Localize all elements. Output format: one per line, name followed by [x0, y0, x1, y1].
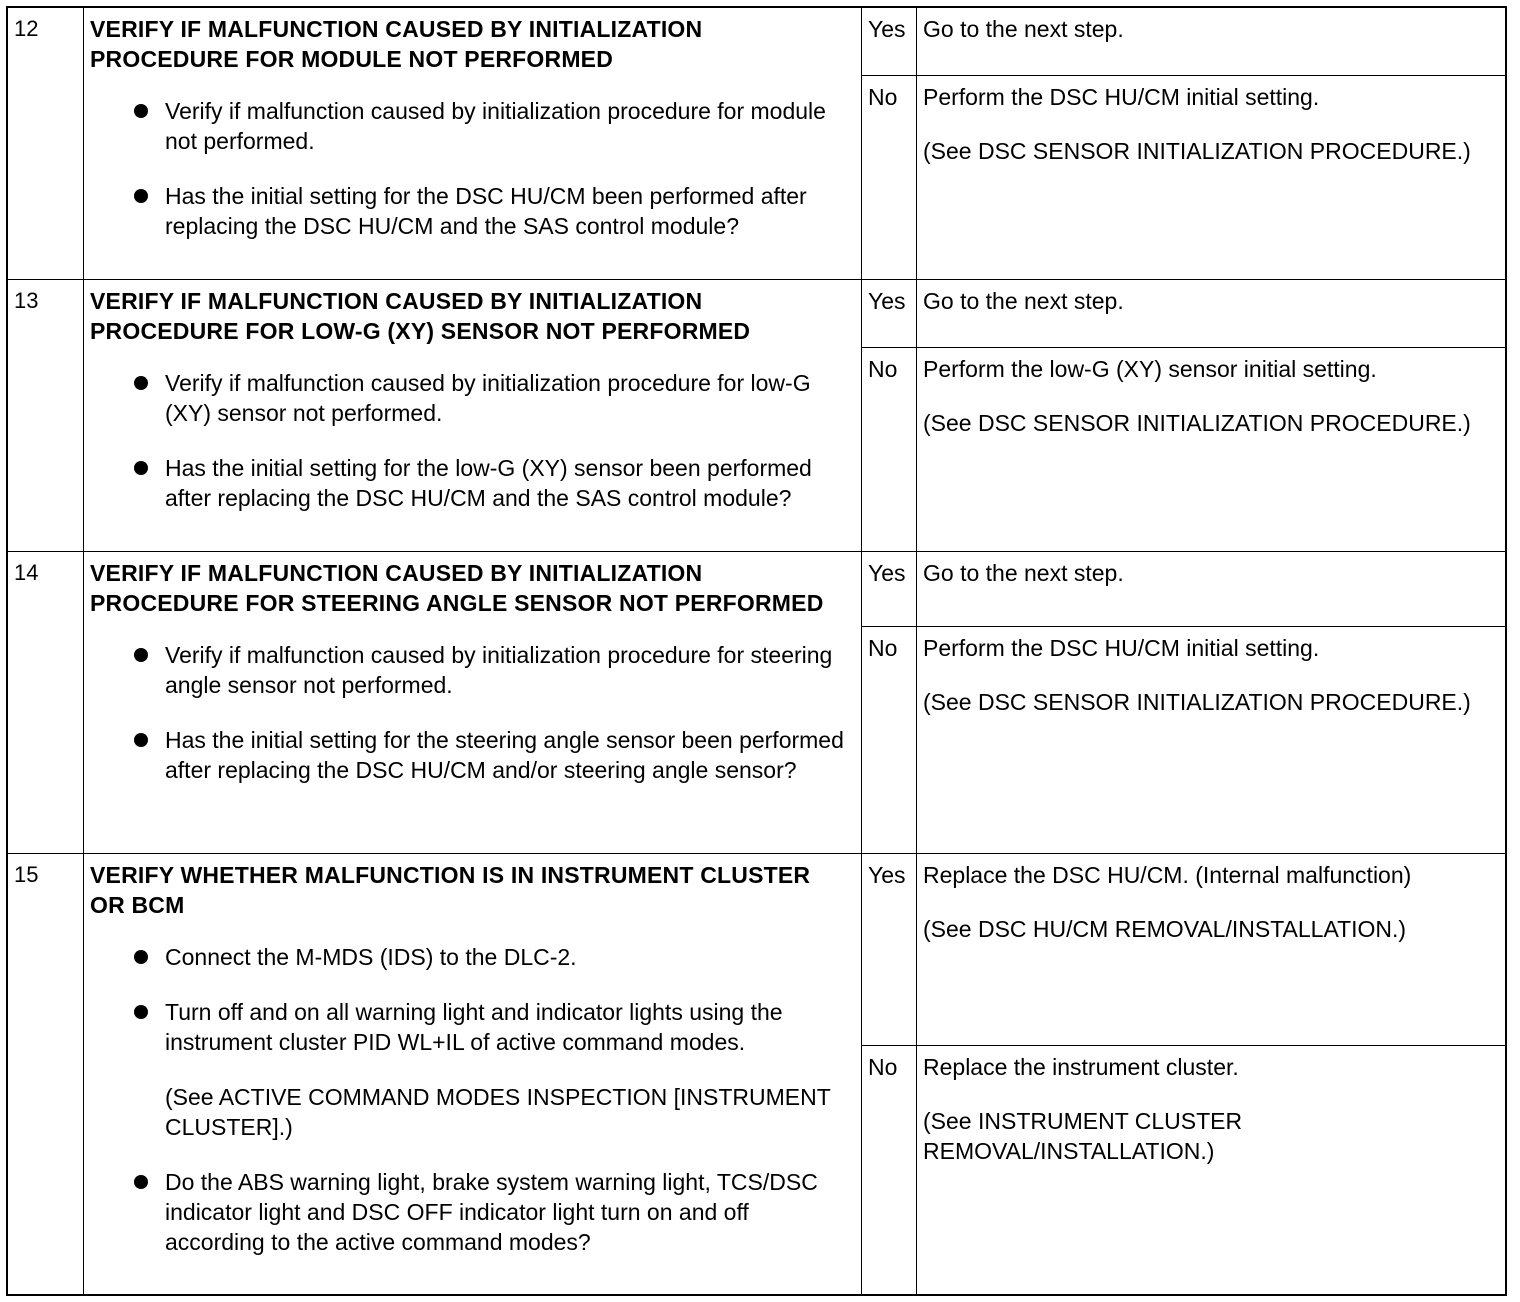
step-answers	[862, 854, 1505, 1294]
troubleshooting-table	[6, 6, 1507, 1296]
step-row-13	[8, 280, 1505, 552]
yes-action: Go to the next step.	[923, 288, 1124, 314]
step-bullets	[90, 368, 851, 513]
reference-link[interactable]: (See DSC SENSOR INITIALIZATION PROCEDURE.)	[923, 138, 1471, 164]
bullet-icon	[134, 461, 148, 475]
bullet-item: Verify if malfunction caused by initialization procedure for low-G (XY) sensor not performed.	[90, 368, 851, 428]
yes-branch	[862, 552, 1505, 627]
no-action: Perform the DSC HU/CM initial setting. (See DSC SENSOR INITIALIZATION PROCEDURE.)	[917, 627, 1505, 853]
bullet-icon	[134, 376, 148, 390]
bullet-icon	[134, 1175, 148, 1189]
step-row-15	[8, 854, 1505, 1294]
step-row-12	[8, 8, 1505, 280]
bullet-icon	[134, 1005, 148, 1019]
step-procedure	[84, 8, 862, 279]
yes-label: Yes	[862, 8, 917, 75]
step-number: 14	[8, 552, 84, 853]
yes-branch	[862, 854, 1505, 1046]
bullet-item: Do the ABS warning light, brake system warning light, TCS/DSC indicator light and DSC OFF indicator light turn on and off according to the active command modes?	[90, 1167, 851, 1257]
no-branch	[862, 76, 1505, 279]
step-number: 12	[8, 8, 84, 279]
bullet-item: Verify if malfunction caused by initialization procedure for steering angle sensor not performed.	[90, 640, 851, 700]
step-number: 13	[8, 280, 84, 551]
step-answers	[862, 552, 1505, 853]
no-branch	[862, 348, 1505, 551]
reference-link[interactable]: (See DSC HU/CM REMOVAL/INSTALLATION.)	[923, 916, 1407, 942]
reference-link[interactable]: (See DSC SENSOR INITIALIZATION PROCEDURE.)	[923, 689, 1471, 715]
bullet-icon	[134, 104, 148, 118]
no-branch	[862, 627, 1505, 853]
bullet-item: Has the initial setting for the low-G (XY) sensor been performed after replacing the DSC HU/CM and the SAS control module?	[90, 453, 851, 513]
step-title: VERIFY WHETHER MALFUNCTION IS IN INSTRUMENT CLUSTER OR BCM	[90, 862, 811, 918]
reference-link[interactable]: (See INSTRUMENT CLUSTER REMOVAL/INSTALLATION.)	[923, 1108, 1243, 1164]
bullet-icon	[134, 950, 148, 964]
step-procedure	[84, 854, 862, 1294]
yes-branch	[862, 280, 1505, 348]
bullet-item: Has the initial setting for the DSC HU/CM been performed after replacing the DSC HU/CM and the SAS control module?	[90, 181, 851, 241]
bullet-item: Connect the M-MDS (IDS) to the DLC-2.	[90, 942, 851, 972]
yes-label: Yes	[862, 280, 917, 347]
yes-action: Go to the next step.	[923, 16, 1124, 42]
step-title: VERIFY IF MALFUNCTION CAUSED BY INITIALIZATION PROCEDURE FOR STEERING ANGLE SENSOR NOT PERFORMED	[90, 560, 824, 616]
yes-label: Yes	[862, 552, 917, 626]
step-bullets	[90, 96, 851, 241]
step-answers	[862, 280, 1505, 551]
bullet-icon	[134, 648, 148, 662]
bullet-icon	[134, 733, 148, 747]
bullet-icon	[134, 189, 148, 203]
reference-link[interactable]: (See DSC SENSOR INITIALIZATION PROCEDURE.)	[923, 410, 1471, 436]
step-bullets	[90, 942, 851, 1257]
reference-link[interactable]: (See ACTIVE COMMAND MODES INSPECTION [INSTRUMENT CLUSTER].)	[165, 1084, 831, 1140]
step-bullets	[90, 640, 851, 785]
bullet-item: Turn off and on all warning light and indicator lights using the instrument cluster PID WL+IL of active command modes. (See ACTIVE COMMAND MODES INSPECTION [INSTRUMENT CLUSTER].)	[90, 997, 851, 1142]
yes-action: Replace the DSC HU/CM. (Internal malfunction) (See DSC HU/CM REMOVAL/INSTALLATION.)	[917, 854, 1505, 1045]
step-procedure	[84, 552, 862, 853]
no-action: Perform the DSC HU/CM initial setting. (See DSC SENSOR INITIALIZATION PROCEDURE.)	[917, 76, 1505, 279]
yes-label: Yes	[862, 854, 917, 1045]
no-label: No	[862, 627, 917, 853]
step-procedure	[84, 280, 862, 551]
step-title: VERIFY IF MALFUNCTION CAUSED BY INITIALIZATION PROCEDURE FOR MODULE NOT PERFORMED	[90, 16, 703, 72]
no-branch	[862, 1046, 1505, 1294]
step-number: 15	[8, 854, 84, 1294]
no-action: Replace the instrument cluster. (See INSTRUMENT CLUSTER REMOVAL/INSTALLATION.)	[917, 1046, 1505, 1294]
no-action: Perform the low-G (XY) sensor initial setting. (See DSC SENSOR INITIALIZATION PROCEDURE.)	[917, 348, 1505, 551]
yes-action: Go to the next step.	[923, 560, 1124, 586]
yes-branch	[862, 8, 1505, 76]
bullet-item: Verify if malfunction caused by initialization procedure for module not performed.	[90, 96, 851, 156]
step-title: VERIFY IF MALFUNCTION CAUSED BY INITIALIZATION PROCEDURE FOR LOW-G (XY) SENSOR NOT PERFORMED	[90, 288, 751, 344]
step-row-14	[8, 552, 1505, 854]
bullet-item: Has the initial setting for the steering angle sensor been performed after replacing the DSC HU/CM and/or steering angle sensor?	[90, 725, 851, 785]
step-answers	[862, 8, 1505, 279]
no-label: No	[862, 76, 917, 279]
no-label: No	[862, 348, 917, 551]
no-label: No	[862, 1046, 917, 1294]
